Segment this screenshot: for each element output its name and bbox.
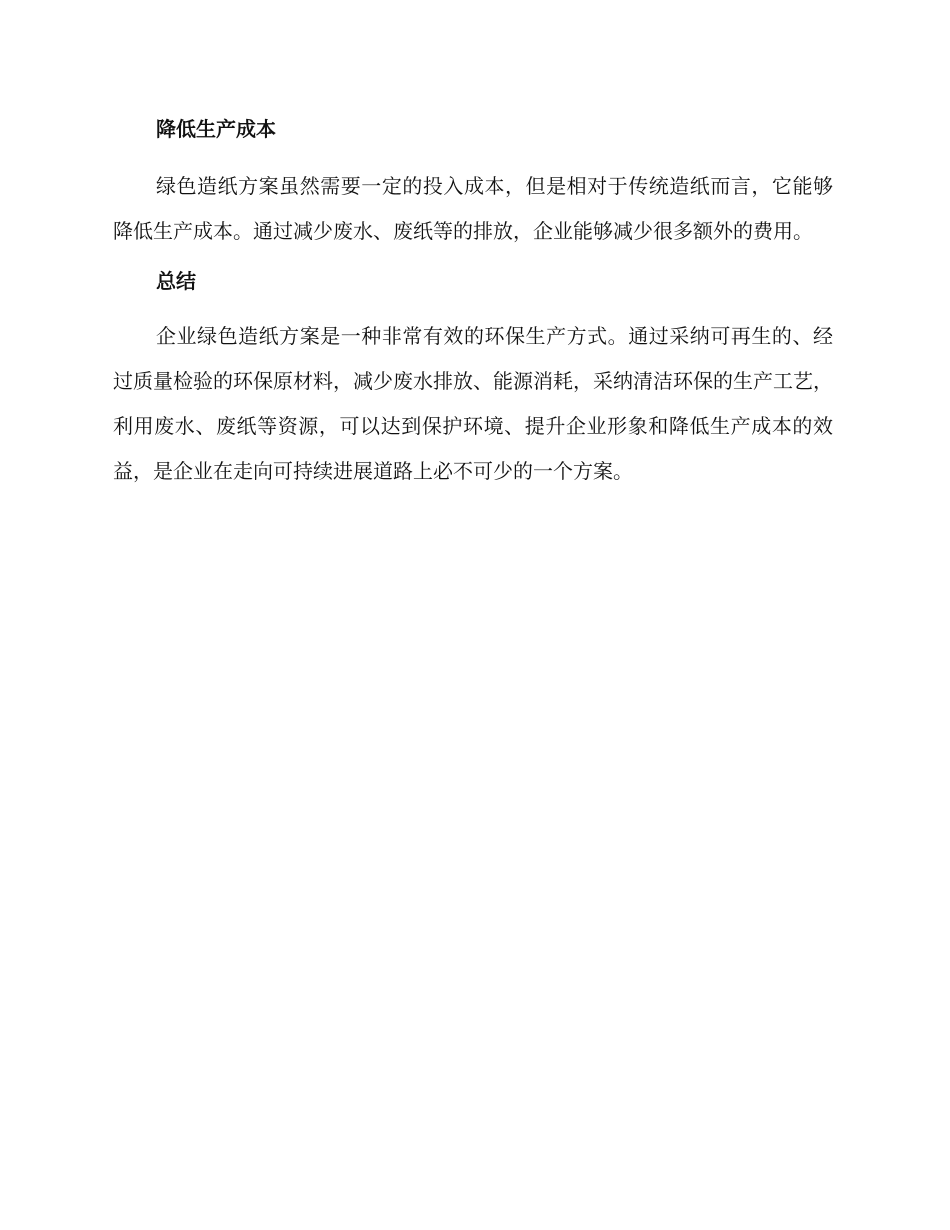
section-heading-cost-reduction: 降低生产成本 [156, 117, 276, 141]
paragraph-cost-reduction: 绿色造纸方案虽然需要一定的投入成本，但是相对于传统造纸而言，它能够降低生产成本。通过减少废水、废纸等的排放，企业能够减少很多额外的费用。 [113, 174, 833, 243]
document-body [113, 112, 833, 494]
paragraph-summary: 企业绿色造纸方案是一种非常有效的环保生产方式。通过采纳可再生的、经过质量检验的环保原材料，减少废水排放、能源消耗，采纳清洁环保的生产工艺，利用废水、废纸等资源，可以达到保护环境、提升企业形象和降低生产成本的效益，是企业在走向可持续进展道路上必不可少的一个方案。 [113, 324, 833, 483]
section-heading-summary: 总结 [156, 269, 196, 293]
